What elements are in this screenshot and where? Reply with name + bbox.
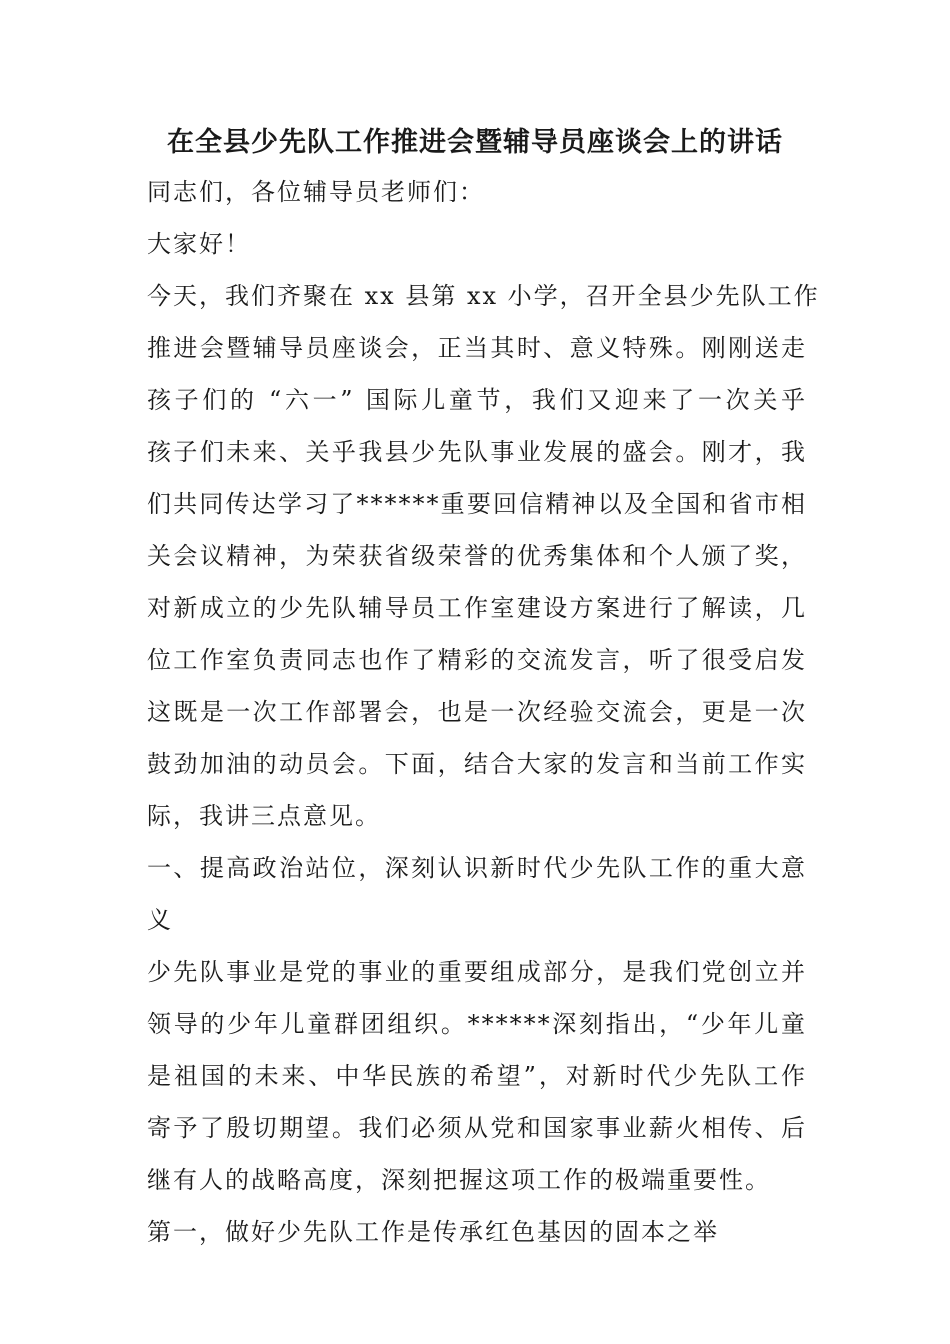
paragraph-line: 孩子们的 “六一” 国际儿童节，我们又迎来了一次关乎 [147,386,807,414]
paragraph-line: 们共同传达学习了******重要回信精神以及全国和省市相 [147,490,807,518]
paragraph-line: 少先队事业是党的事业的重要组成部分，是我们党创立并 [147,958,807,986]
section-heading-line: 一、提高政治站位，深刻认识新时代少先队工作的重大意 [147,854,807,882]
greeting-line: 大家好！ [147,230,251,258]
salutation-line: 同志们，各位辅导员老师们： [147,178,485,206]
paragraph-line: 对新成立的少先队辅导员工作室建设方案进行了解读，几 [147,594,807,622]
paragraph-line: 今天，我们齐聚在 xx 县第 xx 小学，召开全县少先队工作 [147,282,820,310]
paragraph-line: 是祖国的未来、中华民族的希望”，对新时代少先队工作 [147,1062,807,1090]
paragraph-line: 继有人的战略高度，深刻把握这项工作的极端重要性。 [147,1166,771,1194]
paragraph-line: 推进会暨辅导员座谈会，正当其时、意义特殊。刚刚送走 [147,334,807,362]
document-title: 在全县少先队工作推进会暨辅导员座谈会上的讲话 [167,127,783,158]
paragraph-line: 孩子们未来、关乎我县少先队事业发展的盛会。刚才，我 [147,438,807,466]
subheading-line: 第一，做好少先队工作是传承红色基因的固本之举 [147,1218,719,1246]
paragraph-line: 际，我讲三点意见。 [147,802,381,830]
paragraph-line: 这既是一次工作部署会，也是一次经验交流会，更是一次 [147,698,807,726]
paragraph-line: 位工作室负责同志也作了精彩的交流发言，听了很受启发 [147,646,807,674]
paragraph-line: 关会议精神，为荣获省级荣誉的优秀集体和个人颁了奖， [147,542,807,570]
paragraph-line: 领导的少年儿童群团组织。******深刻指出，“少年儿童 [147,1010,807,1038]
section-heading-line: 义 [147,906,173,934]
document-body [147,166,820,1258]
paragraph-line: 寄予了殷切期望。我们必须从党和国家事业薪火相传、后 [147,1114,807,1142]
paragraph-line: 鼓劲加油的动员会。下面，结合大家的发言和当前工作实 [147,750,807,778]
